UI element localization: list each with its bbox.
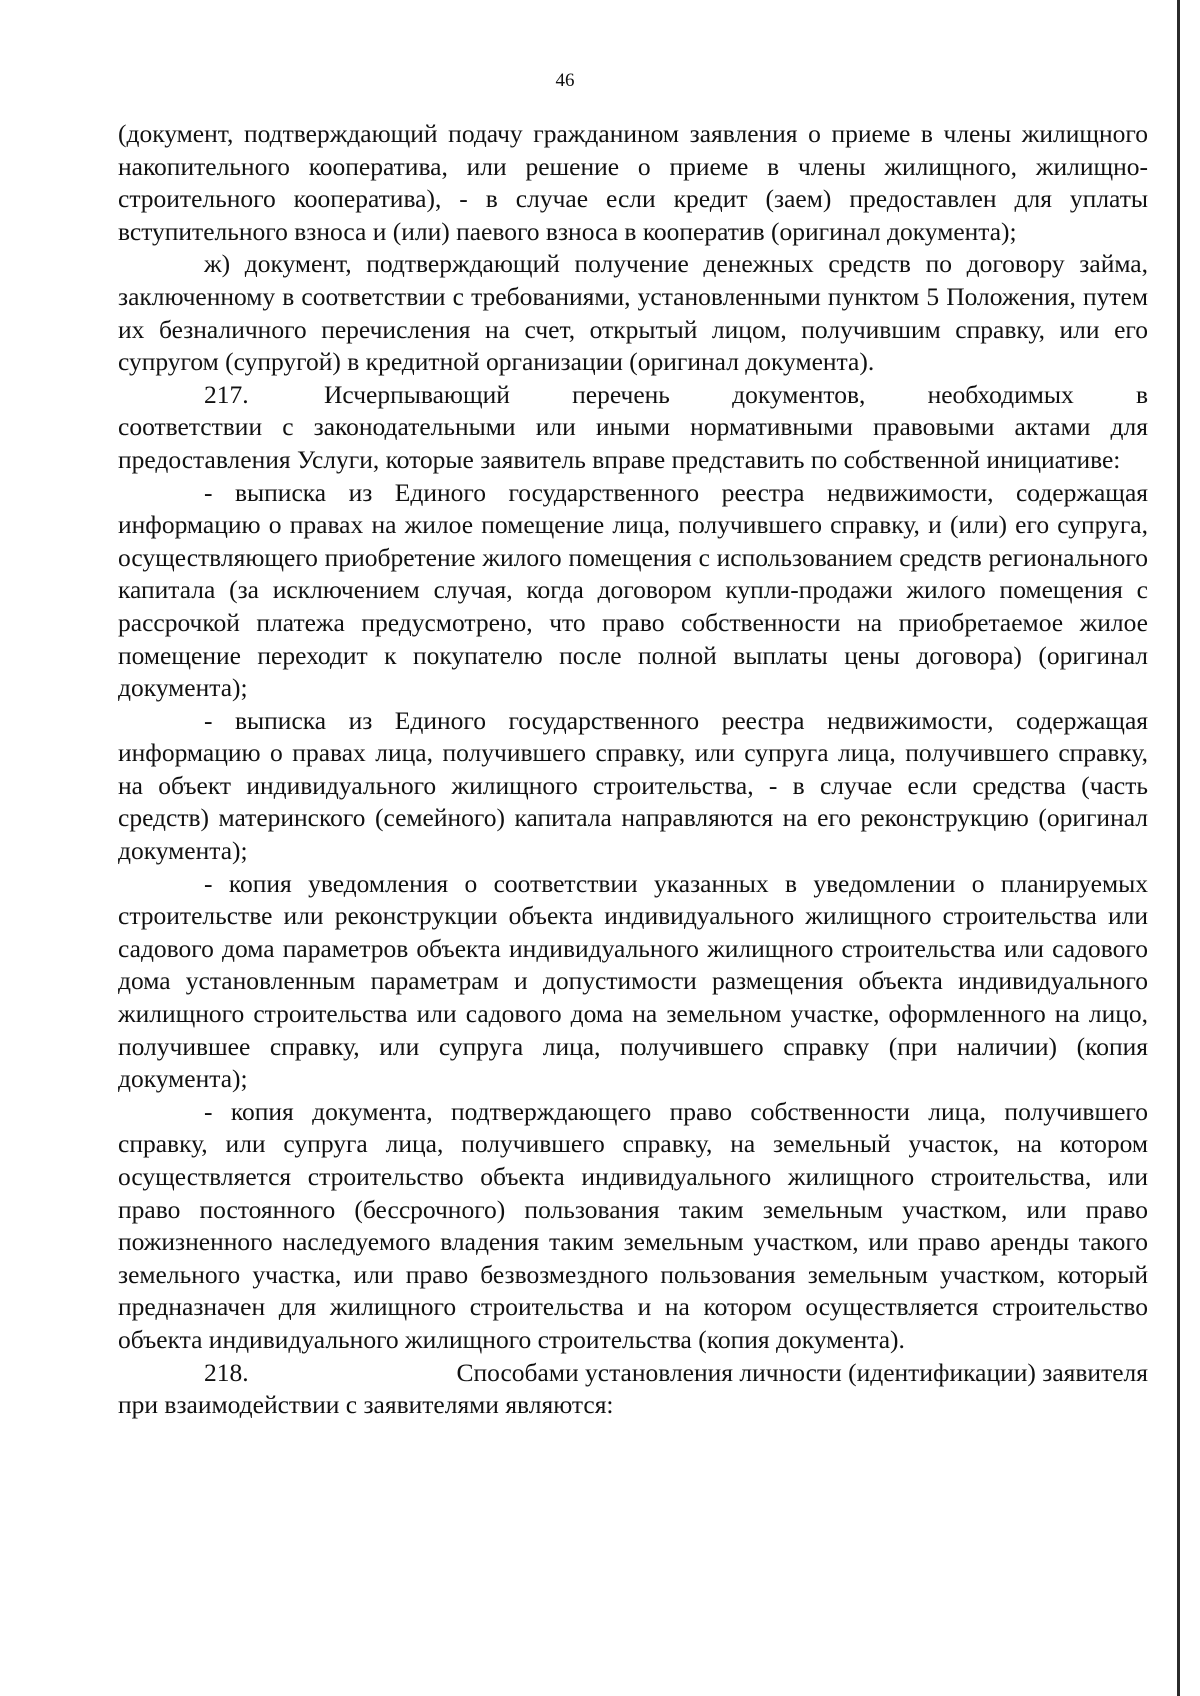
- paragraph-continuation: (документ, подтверждающий подачу гражданином заявления о приеме в члены жилищного накопительного кооператива, или решение о приеме в члены жилищного, жилищно-строительного кооператива), - в случае если кредит (заем) предоставлен для уплаты вступительного взноса и (или) паевого взноса в кооператив (оригинал документа);: [118, 119, 1148, 246]
- document-body: [118, 118, 1148, 1422]
- paragraph-218-body: при взаимодействии с заявителями являются:: [118, 1390, 614, 1420]
- lead-word: документов,: [732, 379, 866, 409]
- clause-218-lead-text: Способами установления личности (идентификации) заявителя: [456, 1357, 1148, 1387]
- lead-word: необходимых: [927, 379, 1074, 409]
- clause-number-217: 217.: [204, 379, 249, 409]
- clause-number-218: 218.: [204, 1357, 249, 1387]
- page-number: 46: [555, 70, 575, 91]
- paragraph-217-body: соответствии с законодательными или иными нормативными правовыми актами для предоставления Услуги, которые заявитель вправе представить по собственной инициативе:: [118, 412, 1148, 474]
- list-item-egrn-ijs-object: - выписка из Единого государственного реестра недвижимости, содержащая информацию о правах лица, получившего справку, или супруга лица, получившего справку, на объект индивидуального жилищного строительства, - в случае если средства (часть средств) материнского (семейного) капитала направляются на его реконструкцию (оригинал документа);: [118, 705, 1148, 866]
- paragraph-218-lead: [118, 1357, 1148, 1390]
- paragraph-item-zh: ж) документ, подтверждающий получение денежных средств по договору займа, заключенному в соответствии с требованиями, установленными пунктом 5 Положения, путем их безналичного перечисления на счет, открытый лицом, получившим справку, или его супругом (супругой) в кредитной организации (оригинал документа).: [118, 249, 1148, 377]
- clause-218-lead: [324, 1357, 1148, 1390]
- lead-word: Исчерпывающий: [324, 379, 510, 409]
- scan-edge-line: [1177, 0, 1180, 1696]
- paragraph-217-lead: [118, 379, 1148, 412]
- list-item-notification-copy: - копия уведомления о соответствии указанных в уведомлении о планируемых строительстве или реконструкции объекта индивидуального жилищного строительства или садового дома параметров объекта индивидуального жилищного строительства или садового дома установленным параметрам и допустимости размещения объекта индивидуального жилищного строительства или садового дома на земельном участке, оформленного на лицо, получившее справку, или супруга лица, получившего справку (при наличии) (копия документа);: [118, 868, 1148, 1094]
- clause-217-lead-words: [324, 379, 1148, 412]
- lead-word: перечень: [572, 379, 670, 409]
- lead-word: в: [1135, 379, 1148, 409]
- list-item-land-rights-copy: - копия документа, подтверждающего право собственности лица, получившего справку, или супруга лица, получившего справку, на земельный участок, на котором осуществляется строительство объекта индивидуального жилищного строительства, или право постоянного (бессрочного) пользования таким земельным участком, или право пожизненного наследуемого владения таким земельным участком, или право аренды такого земельного участка, или право безвозмездного пользования земельным участком, который предназначен для жилищного строительства и на котором осуществляется строительство объекта индивидуального жилищного строительства (копия документа).: [118, 1096, 1148, 1354]
- list-item-egrn-living-premises: - выписка из Единого государственного реестра недвижимости, содержащая информацию о правах на жилое помещение лица, получившего справку, и (или) его супруга, осуществляющего приобретение жилого помещения с использованием средств регионального капитала (за исключением случая, когда договором купли-продажи жилого помещения с рассрочкой платежа предусмотрено, что право собственности на приобретаемое жилое помещение переходит к покупателю после полной выплаты цены договора) (оригинал документа);: [118, 477, 1148, 703]
